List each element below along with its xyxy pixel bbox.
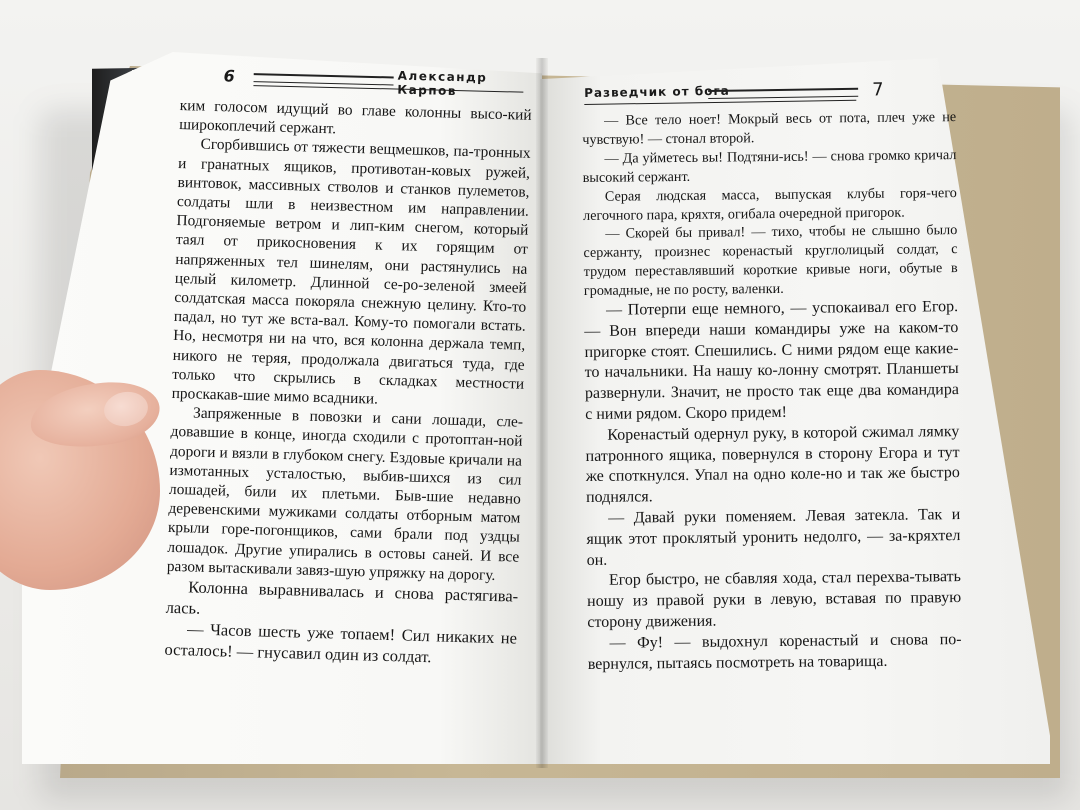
left-running-title: Александр Карпов	[397, 68, 488, 99]
left-page-text	[164, 96, 532, 670]
paragraph: — Давай руки поменяем. Левая затекла. Так и ящик этот проклятый уронить недолго, — за-кряхтел он.	[586, 506, 961, 569]
paragraph: — Все тело ноет! Мокрый весь от пота, плеч уже не чувствую! — стонал второй.	[582, 109, 957, 148]
right-page-number: 7	[871, 79, 884, 101]
paragraph: — Фу! — выдохнул коренастый и снова по-вернулся, пытаясь посмотреть на товарища.	[587, 630, 962, 673]
paragraph: Колонна выравнивалась и снова растягива-лась.	[165, 577, 519, 618]
paragraph: Коренастый одернул руку, в которой сжимал лямку патронного ящика, повернулся в сторону Егора и тут же споткнулся. Упал на одно коле-но и так же быстро поднялся.	[585, 422, 960, 507]
paragraph: Серая людская масса, выпуская клубы горя-чего легочного пара, кряхтя, огибала очередной пригорок.	[583, 184, 957, 224]
paragraph: Запряженные в повозки и сани лошади, сле-довавшие в конце, иногда сходили с протоптан-ной дороги и вязли в глубоком снегу. Ездовые кричали на измотанных усталостью, выбив-шихся из сил лошадей, били их плетьми. Быв-шие недавно деревенскими мужиками солдаты отборным матом крыли горе-погонщиков, сами брали под уздцы лошадок. Другие упирались в остовы саней. И все разом вытаскивали завяз-шую упряжку на дорогу.	[166, 404, 524, 584]
paragraph: Егор быстро, не сбавляя хода, стал перехва-тывать ношу из правой руки в левую, вставая по правую сторону движения.	[587, 568, 962, 631]
left-page-number: 6	[223, 66, 236, 86]
paragraph: ким голосом идущий во главе колонны высо-кий широкоплечий сержант.	[178, 96, 532, 138]
paragraph: Сгорбившись от тяжести вещмешков, па-тронных и гранатных ящиков, противотан-ковых ружей, винтовок, массивных стволов и станков пулеметов, солдаты шли в неизвестном им направлении. Подгоняемые ветром и лип-ким снегом, который таял от прикосновения к их горящим от напряженных тел шинелям, они растянулись на целый километр. Длинной се-ро-зеленой змеей солдатская масса покоряла снежную целину. Кто-то падал, но тут же вста-вал. Кому-то помогали встать. Но, несмотря ни на что, вся колонна держала темп, никого не теряя, продолжала двигаться туда, где только что скрылись в складках местности проскакав-шие мимо всадники.	[171, 136, 531, 408]
header-rule	[584, 100, 856, 105]
right-running-header	[584, 79, 894, 110]
book-gutter	[536, 58, 548, 768]
right-running-title: Разведчик от бога	[584, 83, 730, 100]
header-rule	[708, 88, 858, 99]
paragraph: — Да уйметесь вы! Подтяни-ись! — снова громко кричал высокий сержант.	[582, 146, 957, 186]
right-page-text	[582, 108, 962, 675]
paragraph: — Часов шесть уже топаем! Сил никаких не осталось! — гнусавил один из солдат.	[164, 619, 518, 667]
paragraph: — Потерпи еще немного, — успокаивал его Егор. — Вон впереди наши командиры уже на каком-то пригорке стоят. Спешились. С ними рядом еще какие-то начальники. На нашу ко-лонну смотрят. Планшеты развернули. Значит, не просто так еще два командира с ними рядом. Скоро придем!	[584, 298, 960, 424]
header-rule	[254, 73, 394, 85]
paragraph: — Скорей бы привал! — тихо, чтобы не слышно было сержанту, произнес коренастый круглолицый солдат, с трудом переставлявший короткие кривые ноги, обутые в громадные, не по росту, валенки.	[583, 222, 958, 300]
